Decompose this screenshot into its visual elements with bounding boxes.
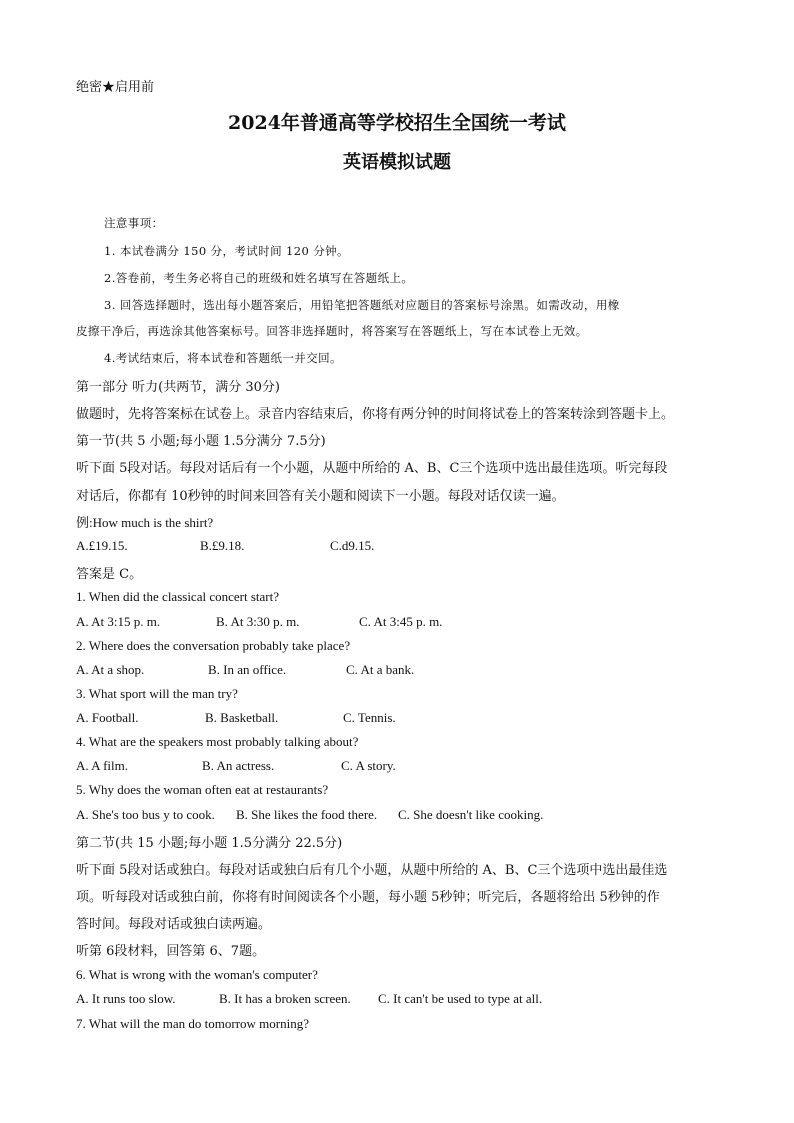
- q4-option-c: C. A story.: [341, 758, 396, 773]
- example-question: 例:How much is the shirt?: [76, 515, 214, 530]
- q2-option-c: C. At a bank.: [346, 662, 415, 677]
- q5-option-a: A. She's too bus y to cook.: [76, 807, 215, 822]
- q6-option-c: C. It can't be used to type at all.: [378, 991, 543, 1006]
- example-answer: 答案是 C。: [76, 567, 143, 582]
- note-item-2: 2.答卷前，考生务必将自己的班级和姓名填写在答题纸上。: [104, 271, 414, 285]
- section2-instruction-3: 答时间。每段对话或独白读两遍。: [76, 917, 272, 932]
- question-3: 3. What sport will the man try?: [76, 686, 238, 701]
- section2-instruction-2: 项。听每段对话或独白前，你将有时间阅读各个小题，每小题 5秒钟；听完后，各题将给出 5秒钟的作: [76, 890, 660, 905]
- q5-option-c: C. She doesn't like cooking.: [398, 807, 544, 822]
- note-item-3-cont: 皮擦干净后，再选涂其他答案标号。回答非选择题时，将答案写在答题纸上，写在本试卷上无效。: [76, 324, 588, 338]
- question-1: 1. When did the classical concert start?: [76, 589, 279, 604]
- exam-title: 2024年普通高等学校招生全国统一考试: [228, 112, 566, 134]
- q5-option-b: B. She likes the food there.: [236, 807, 378, 822]
- example-option-b: B.£9.18.: [200, 538, 245, 553]
- q3-option-b: B. Basketball.: [205, 710, 279, 725]
- section2-heading: 第二节(共 15 小题;每小题 1.5分满分 22.5分): [76, 836, 343, 851]
- q2-option-b: B. In an office.: [208, 662, 287, 677]
- question-2: 2. Where does the conversation probably take place?: [76, 638, 351, 653]
- example-option-a: A.£19.15.: [76, 538, 128, 553]
- note-item-4: 4.考试结束后，将本试卷和答题纸一并交回。: [104, 351, 342, 365]
- section1-instruction-1: 听下面 5段对话。每段对话后有一个小题，从题中所给的 A、B、C三个选项中选出最佳选项。听完每段: [76, 461, 668, 476]
- question-5: 5. Why does the woman often eat at restaurants?: [76, 782, 329, 797]
- q2-option-a: A. At a shop.: [76, 662, 145, 677]
- section1-instruction-2: 对话后，你都有 10秒钟的时间来回答有关小题和阅读下一小题。每段对话仅读一遍。: [76, 489, 565, 504]
- exam-subtitle: 英语模拟试题: [343, 152, 451, 173]
- section1-heading: 第一节(共 5 小题;每小题 1.5分满分 7.5分): [76, 434, 326, 449]
- note-item-1: 1. 本试卷满分 150 分，考试时间 120 分钟。: [104, 244, 349, 258]
- question-4: 4. What are the speakers most probably talking about?: [76, 734, 359, 749]
- q3-option-c: C. Tennis.: [343, 710, 396, 725]
- material-6-label: 听第 6段材料，回答第 6、7题。: [76, 944, 266, 959]
- example-option-c: C.d9.15.: [330, 538, 375, 553]
- part1-heading: 第一部分 听力(共两节，满分 30分): [76, 380, 280, 395]
- question-7: 7. What will the man do tomorrow morning?: [76, 1016, 309, 1031]
- note-item-3: 3. 回答选择题时，选出每小题答案后，用铅笔把答题纸对应题目的答案标号涂黑。如需改动，用橡: [104, 298, 620, 312]
- q1-option-b: B. At 3:30 p. m.: [216, 614, 300, 629]
- secret-label: 绝密★启用前: [76, 80, 155, 95]
- part1-instruction: 做题时，先将答案标在试卷上。录音内容结束后，你将有两分钟的时间将试卷上的答案转涂到答题卡上。: [76, 407, 675, 422]
- q6-option-b: B. It has a broken screen.: [219, 991, 351, 1006]
- q4-option-a: A. A film.: [76, 758, 129, 773]
- q4-option-b: B. An actress.: [202, 758, 275, 773]
- q1-option-c: C. At 3:45 p. m.: [359, 614, 443, 629]
- question-6: 6. What is wrong with the woman's computer?: [76, 967, 318, 982]
- q3-option-a: A. Football.: [76, 710, 139, 725]
- q6-option-a: A. It runs too slow.: [76, 991, 176, 1006]
- notes-heading: 注意事项：: [104, 216, 164, 230]
- q1-option-a: A. At 3:15 p. m.: [76, 614, 161, 629]
- section2-instruction-1: 听下面 5段对话或独白。每段对话或独白后有几个小题，从题中所给的 A、B、C三个选项中选出最佳选: [76, 863, 668, 878]
